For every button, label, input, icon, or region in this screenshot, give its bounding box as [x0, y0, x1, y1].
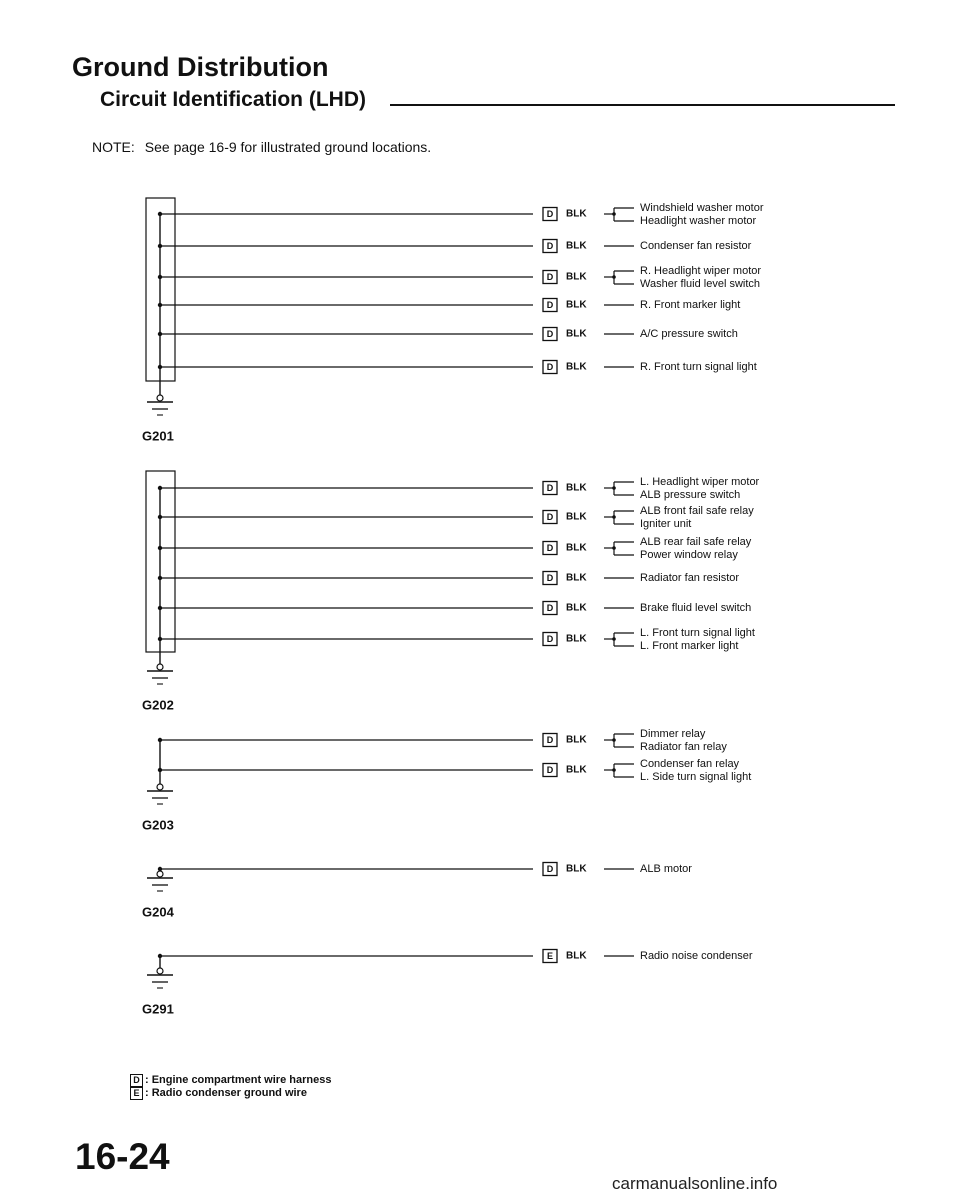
load-label: Condenser fan relay	[640, 757, 740, 770]
ground-label: G291	[142, 1001, 174, 1017]
ground-terminal-icon	[157, 784, 163, 790]
legend-item-e	[130, 1087, 331, 1100]
ground-terminal-icon	[157, 871, 163, 877]
connector-code: D	[546, 361, 554, 372]
wire-color: BLK	[566, 299, 587, 311]
ground-terminal-icon	[157, 395, 163, 401]
connector-e-icon: E	[130, 1087, 143, 1100]
load-label: ALB front fail safe relay	[640, 504, 754, 517]
legend-text: : Radio condenser ground wire	[145, 1087, 307, 1099]
wire-color: BLK	[566, 240, 587, 252]
ground-terminal-icon	[157, 664, 163, 670]
ground-label: G204	[142, 904, 174, 920]
connector-code: D	[546, 602, 554, 613]
wire-color: BLK	[566, 950, 587, 962]
note-text: See page 16-9 for illustrated ground locations.	[144, 139, 432, 155]
watermark: carmanualsonline.info	[612, 1174, 778, 1193]
wire-color: BLK	[566, 863, 587, 875]
wire-color: BLK	[566, 602, 587, 614]
load-label: L. Front marker light	[640, 639, 739, 652]
section-subtitle: Circuit Identification (LHD)	[100, 88, 366, 111]
connector-code: D	[546, 572, 554, 583]
ground-label: G203	[142, 817, 174, 833]
connector-code: D	[546, 271, 554, 282]
load-label: Power window relay	[640, 548, 738, 561]
connector-code: D	[546, 240, 554, 251]
legend	[130, 1074, 331, 1100]
legend-text: : Engine compartment wire harness	[145, 1074, 332, 1086]
load-label: L. Headlight wiper motor	[640, 475, 760, 488]
ground-label: G201	[142, 428, 174, 444]
ground-label: G202	[142, 697, 174, 713]
load-label: Dimmer relay	[640, 727, 706, 740]
connector-code: D	[546, 299, 554, 310]
wire-color: BLK	[566, 511, 587, 523]
load-label: ALB rear fail safe relay	[640, 535, 752, 548]
load-label: Washer fluid level switch	[640, 277, 761, 290]
wire-color: BLK	[566, 208, 587, 220]
wire-color: BLK	[566, 328, 587, 340]
load-label: Radiator fan resistor	[640, 571, 740, 584]
load-label: Brake fluid level switch	[640, 601, 752, 614]
connector-d-icon: D	[130, 1074, 143, 1087]
connector-code: D	[546, 633, 554, 644]
wire-color: BLK	[566, 542, 587, 554]
load-label: Headlight washer motor	[640, 214, 757, 227]
wire-color: BLK	[566, 482, 587, 494]
connector-code: E	[546, 950, 554, 961]
load-label: ALB motor	[640, 862, 692, 875]
wire-color: BLK	[566, 271, 587, 283]
page-number: 16-24	[75, 1136, 170, 1177]
load-label: Radiator fan relay	[640, 740, 727, 753]
load-label: Radio noise condenser	[640, 949, 753, 962]
load-label: ALB pressure switch	[640, 488, 741, 501]
note-label: NOTE:	[92, 139, 135, 155]
load-label: Windshield washer motor	[640, 201, 764, 214]
load-label: Igniter unit	[640, 517, 692, 530]
load-label: L. Side turn signal light	[640, 770, 752, 783]
wire-color: BLK	[566, 734, 587, 746]
legend-item-d	[130, 1074, 331, 1087]
wire-color: BLK	[566, 572, 587, 584]
load-label: R. Front marker light	[640, 298, 741, 311]
load-label: L. Front turn signal light	[640, 626, 755, 639]
connector-code: D	[546, 511, 554, 522]
wire-color: BLK	[566, 633, 587, 645]
page-title: Ground Distribution	[72, 52, 329, 82]
ground-terminal-icon	[157, 968, 163, 974]
connector-code: D	[546, 734, 554, 745]
load-label: Condenser fan resistor	[640, 239, 752, 252]
wire-color: BLK	[566, 361, 587, 373]
connector-code: D	[546, 542, 554, 553]
connector-code: D	[546, 764, 554, 775]
load-label: R. Headlight wiper motor	[640, 264, 762, 277]
connector-code: D	[546, 328, 554, 339]
load-label: R. Front turn signal light	[640, 360, 757, 373]
load-label: A/C pressure switch	[640, 327, 738, 340]
wire-color: BLK	[566, 764, 587, 776]
connector-code: D	[546, 208, 554, 219]
connector-code: D	[546, 482, 554, 493]
connector-code: D	[546, 863, 554, 874]
